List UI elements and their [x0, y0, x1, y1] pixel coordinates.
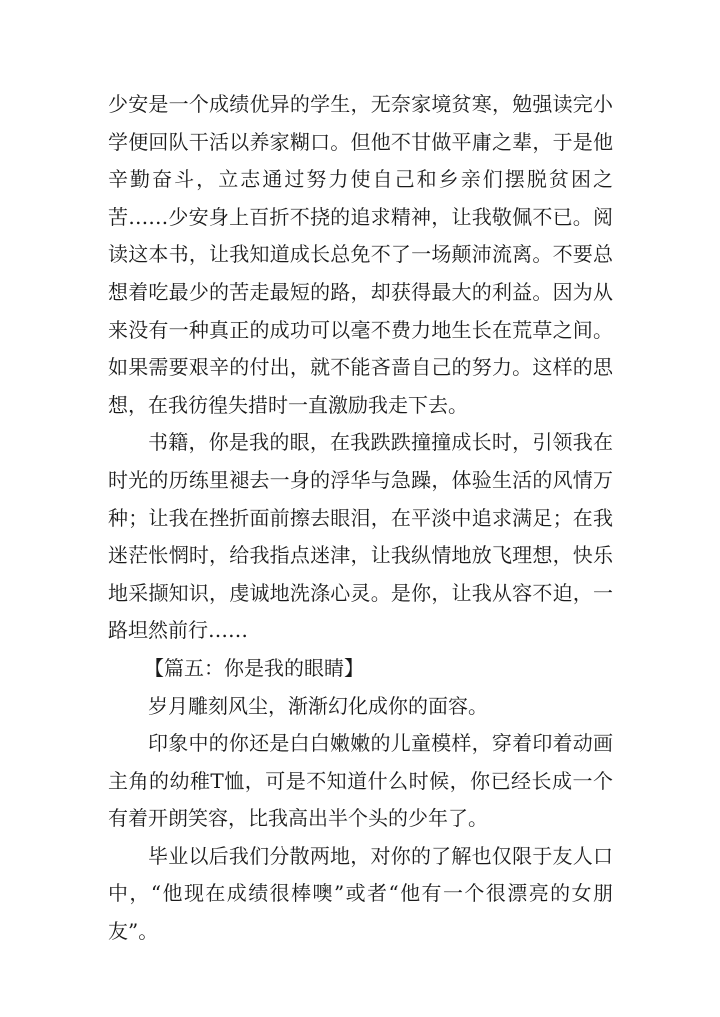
- paragraph-books: 书籍，你是我的眼，在我跌跌撞撞成长时，引领我在时光的历练里褪去一身的浮华与急躁，体验生活的风情万种；让我在挫折面前擦去眼泪，在平淡中追求满足；在我迷茫怅惘时，给我指点迷津，让我纵情地放飞理想，快乐地采撷知识，虔诚地洗涤心灵。是你，让我从容不迫，一路坦然前行……: [108, 430, 613, 643]
- paragraph-shaoan: 少安是一个成绩优异的学生，无奈家境贫寒，勉强读完小学便回队干活以养家糊口。但他不甘做平庸之辈，于是他辛勤奋斗，立志通过努力使自己和乡亲们摆脱贫困之苦……少安身上百折不挠的追求精神，让我敬佩不已。阅读这本书，让我知道成长总免不了一场颠沛流离。不要总想着吃最少的苦走最短的路，却获得最大的利益。因为从来没有一种真正的成功可以毫不费力地生长在荒草之间。如果需要艰辛的付出，就不能吝啬自己的努力。这样的思想，在我彷徨失措时一直激励我走下去。: [108, 92, 613, 417]
- paragraph-years: 岁月雕刻风尘，渐渐幻化成你的面容。: [148, 693, 488, 718]
- paragraph-impression: 印象中的你还是白白嫩嫩的儿童模样，穿着印着动画主角的幼稚T恤，可是不知道什么时候，你已经长成一个有着开朗笑容，比我高出半个头的少年了。: [108, 731, 613, 831]
- paragraph-graduation: 毕业以后我们分散两地，对你的了解也仅限于友人口中，“他现在成绩很棒噢”或者“他有一个很漂亮的女朋友”。: [108, 843, 613, 944]
- section-heading: 【篇五：你是我的眼睛】: [144, 655, 364, 680]
- document-body: [108, 86, 613, 951]
